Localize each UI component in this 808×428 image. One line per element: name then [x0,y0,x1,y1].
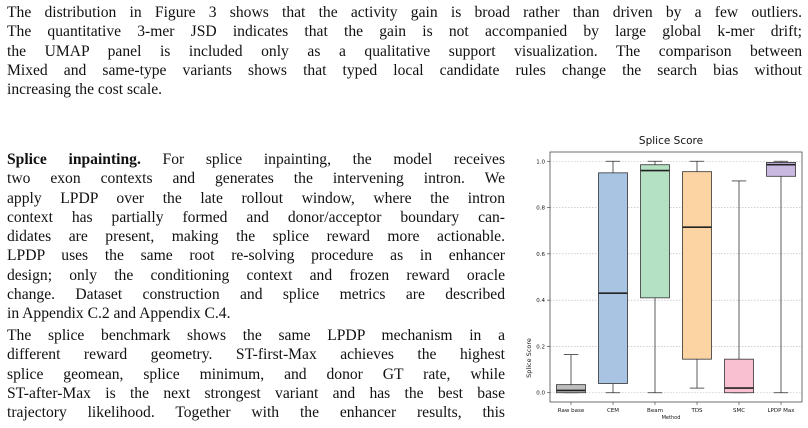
text-line: The distribution in Figure 3 shows that the activity gain is broad rather than driven by a few outliers. [7,4,802,21]
text-line: two exon contexts and generates the intervening intron. We [7,170,505,188]
text-line: change. Dataset construction and splice metrics are described [7,286,505,304]
text-line: The splice benchmark shows the same LPDP mechanism in a [7,327,505,344]
x-tick-label: LPDP Max [767,408,795,414]
text-line: LPDP uses the same root re-solving procedure as in enhancer [7,247,505,265]
text-line [7,150,505,169]
x-axis-label: Method [661,415,681,421]
y-tick-label: 0.2 [536,344,545,351]
text-line: increasing the cost scale. [7,81,163,99]
x-tick-label: TDS [691,408,703,414]
x-tick-label: Beam [647,408,663,414]
paragraph-intro [7,3,802,99]
box-tds [683,172,712,360]
box-cem [599,173,628,384]
plot-frame [550,152,802,402]
chart-title: Splice Score [638,135,704,147]
y-tick-label: 0.4 [536,298,545,305]
text-line: ST-after-Max is the next strongest variant and has the best base [7,384,505,402]
y-axis-label: Splice Score [525,338,533,378]
y-tick-label: 0.0 [536,390,545,397]
text-line: didates are present, making the splice reward more actionable. [7,228,505,246]
section-heading: Splice inpainting. [7,151,141,168]
box-beam [641,165,670,298]
text-line: splice geomean, splice minimum, and donor GT rate, while [7,365,505,383]
text-line-rest: For splice inpainting, the model receives [162,151,506,168]
text-line: design; only the conditioning context and frozen reward oracle [7,266,505,284]
x-tick-label: CEM [606,408,620,414]
paragraph-splice-inpainting [7,150,505,324]
splice-score-chart [515,128,803,428]
text-line: apply LPDP over the late rollout window, where the intron [7,189,505,207]
text-line: context has partially formed and donor/acceptor boundary can- [7,208,505,226]
text-line: the UMAP panel is included only as a qualitative support visualization. The comparison between [7,42,802,60]
y-tick-label: 0.6 [536,251,545,258]
text-line: in Appendix C.2 and Appendix C.4. [7,305,231,323]
splice-score-figure [515,128,803,428]
text-line: different reward geometry. ST-first-Max achieves the highest [7,346,505,364]
text-line: The quantitative 3-mer JSD indicates that the gain is not accompanied by large global k-mer drift; [7,23,802,41]
x-tick-label: Raw base [557,408,585,414]
x-tick-label: SMC [732,408,746,414]
paragraph-splice-benchmark [7,326,505,422]
y-tick-label: 0.8 [536,205,545,212]
text-line: Mixed and same-type variants shows that typed local candidate rules change the search bias without [7,61,802,79]
text-line: trajectory likelihood. Together with the enhancer results, this [7,404,505,422]
y-tick-label: 1.0 [536,159,545,166]
box-raw-base [557,385,586,393]
